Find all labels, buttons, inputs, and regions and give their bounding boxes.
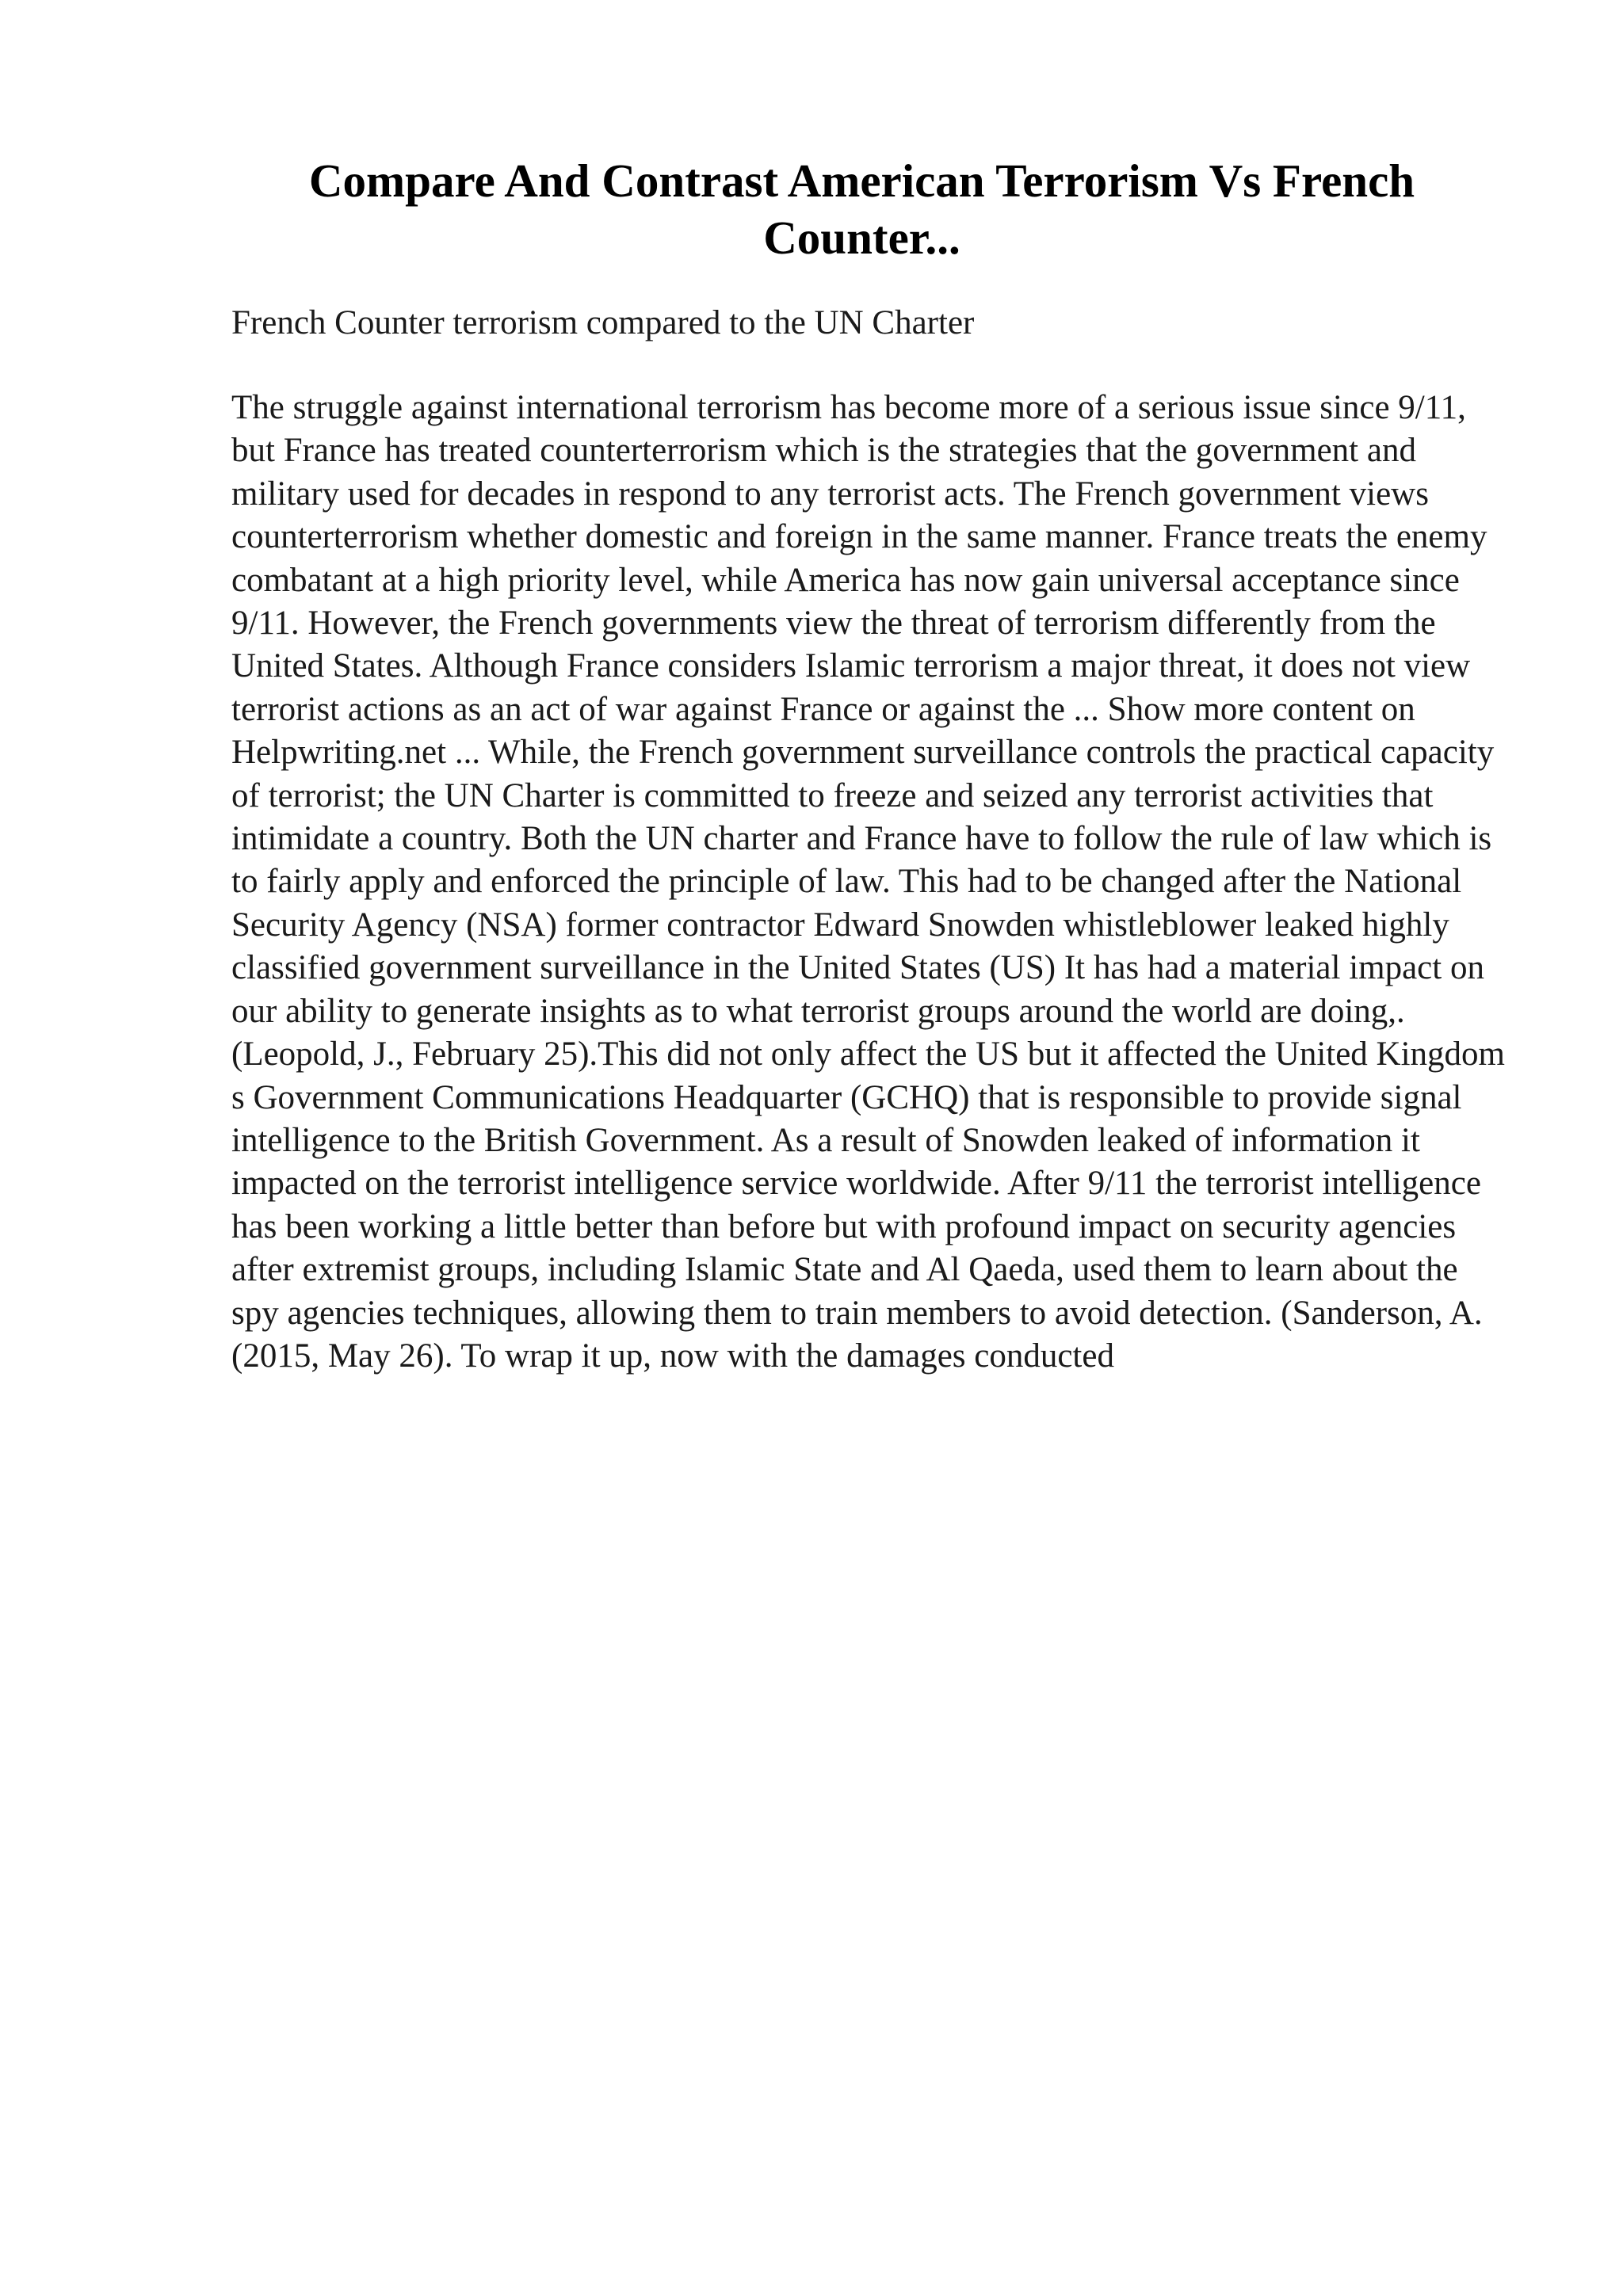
document-body: The struggle against international terrorism has become more of a serious issue since 9/11, but France has treated counterterrorism which is the strategies that the government and military used for decades in respond to any terrorist acts. The French government views counterterrorism whether domestic and foreign in the same manner. France treats the enemy combatant at a high priority level, while America has now gain universal acceptance since 9/11. However, the French governments view the threat of terrorism differently from the United States. Although France considers Islamic terrorism a major threat, it does not view terrorist actions as an act of war against France or against the ... Show more content on Helpwriting.net ... While, the French government surveillance controls the practical capacity of terrorist; the UN Charter is committed to freeze and seized any terrorist activities that intimidate a country. Both the UN charter and France have to follow the rule of law which is to fairly apply and enforced the principle of law. This had to be changed after the National Security Agency (NSA) former contractor Edward Snowden whistleblower leaked highly classified government surveillance in the United States (US) It has had a material impact on our ability to generate insights as to what terrorist groups around the world are doing,. (Leopold, J., February 25).This did not only affect the US but it affected the United Kingdom s Government Communications Headquarter (GCHQ) that is responsible to provide signal intelligence to the British Government. As a result of Snowden leaked of information it impacted on the terrorist intelligence service worldwide. After 9/11 the terrorist intelligence has been working a little better than before but with profound impact on security agencies after extremist groups, including Islamic State and Al Qaeda, used them to learn about the spy agencies techniques, allowing them to train members to avoid detection. (Sanderson, A. (2015, May 26). To wrap it up, now with the damages conducted xyxy=(231,389,1505,1375)
document-title: Compare And Contrast American Terrorism Vs French Counter... xyxy=(308,154,1415,264)
document-subtitle: French Counter terrorism compared to the UN Charter xyxy=(231,304,975,341)
